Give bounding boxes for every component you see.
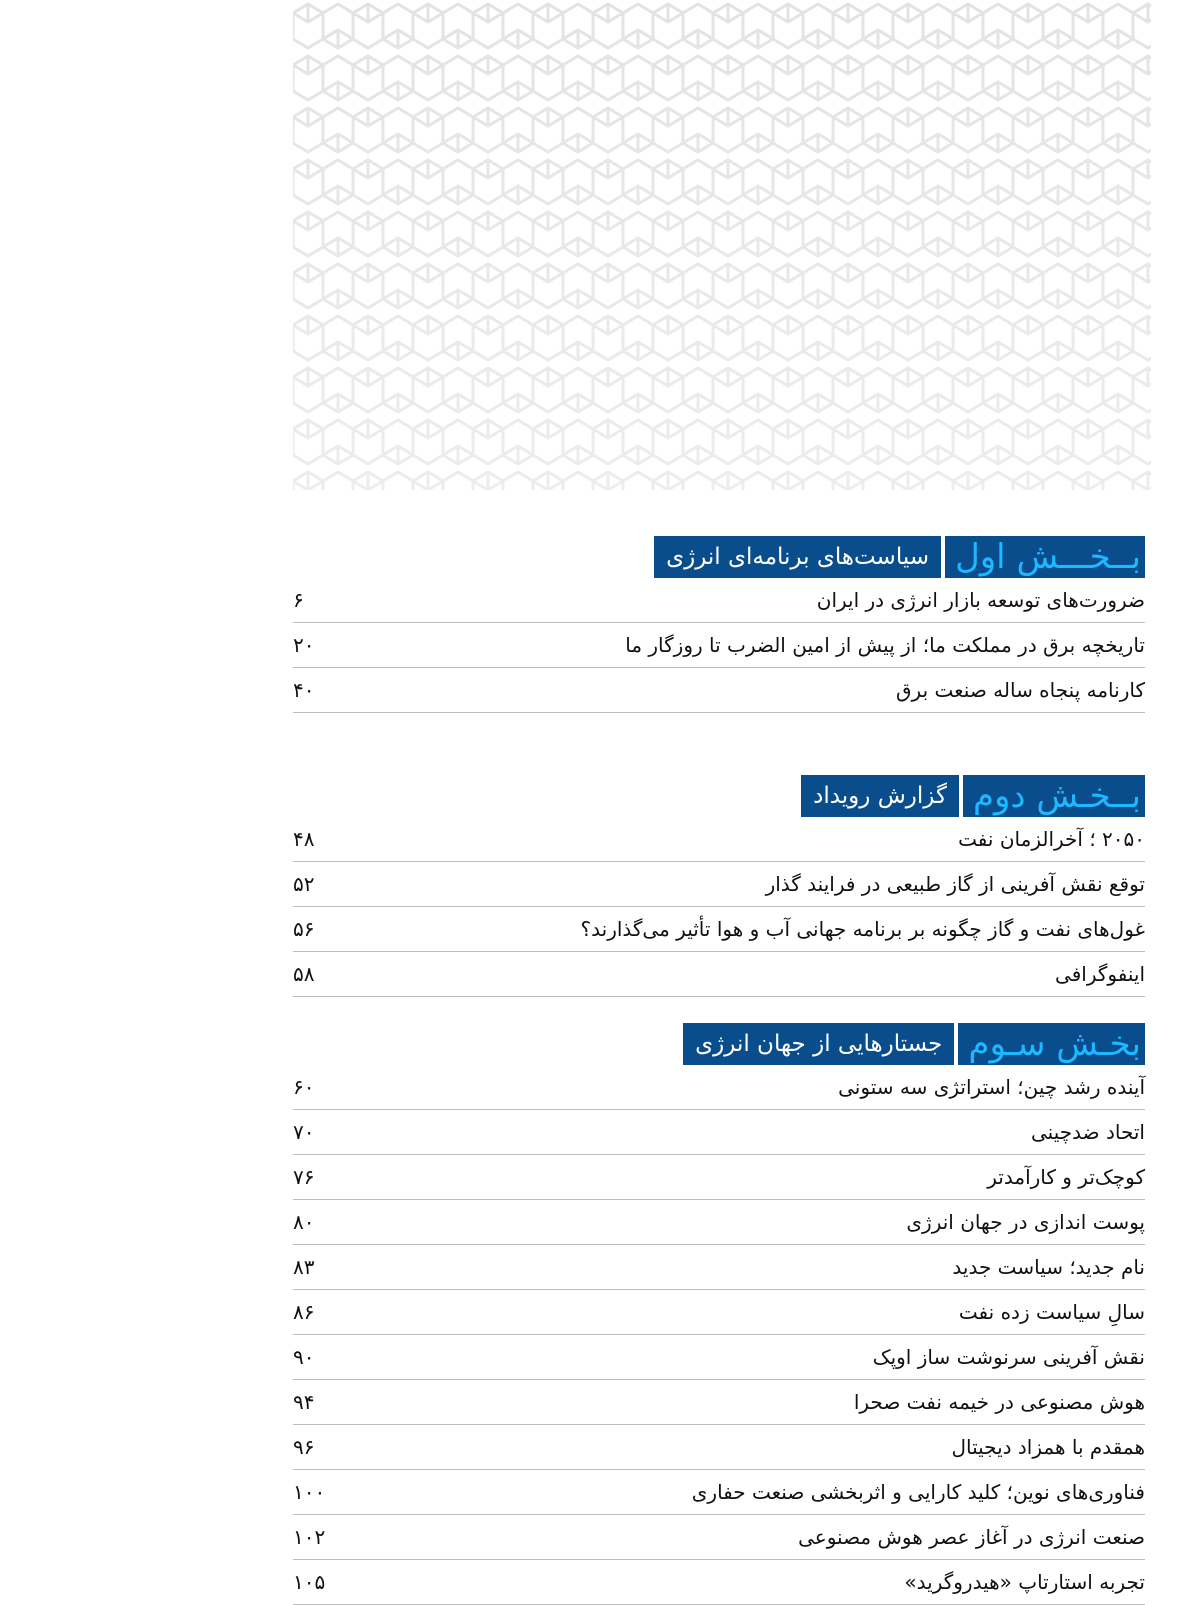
toc-section-3: [293, 1023, 1145, 1605]
section-subtitle: جستارهایی از جهان انرژی: [683, 1023, 954, 1065]
section-title: بــخـــش اول: [945, 536, 1145, 578]
toc-entry-page: ۸۰: [293, 1210, 315, 1234]
toc-entry-title: نقش آفرینی سرنوشت ساز اوپک: [872, 1345, 1145, 1369]
section-subtitle: گزارش رویداد: [801, 775, 959, 817]
toc-entry-page: ۴۸: [293, 827, 315, 851]
toc-entry-title: غول‌های نفت و گاز چگونه بر برنامه جهانی آب و هوا تأثیر می‌گذارند؟: [580, 917, 1145, 941]
toc-entry-page: ۹۶: [293, 1435, 315, 1459]
toc-entry-title: فناوری‌های نوین؛ کلید کارایی و اثربخشی صنعت حفاری: [691, 1480, 1145, 1504]
toc-entry[interactable]: [293, 1245, 1145, 1290]
toc-entry-page: ۶۰: [293, 1075, 315, 1099]
toc-entry-title: نام جدید؛ سیاست جدید: [952, 1255, 1145, 1279]
toc-entry[interactable]: [293, 623, 1145, 668]
toc-entry-title: اتحاد ضدچینی: [1031, 1120, 1145, 1144]
section-title: بــخـش دوم: [963, 775, 1145, 817]
toc-entry-page: ۴۰: [293, 678, 315, 702]
toc-entry-page: ۵۶: [293, 917, 315, 941]
toc-entry-page: ۱۰۰: [293, 1480, 326, 1504]
toc-entry[interactable]: [293, 1290, 1145, 1335]
toc-entry-page: ۹۰: [293, 1345, 315, 1369]
toc-entry[interactable]: [293, 1200, 1145, 1245]
toc-entry[interactable]: [293, 1380, 1145, 1425]
toc-entry-title: کوچک‌تر و کارآمدتر: [987, 1165, 1145, 1189]
toc-entry[interactable]: [293, 1110, 1145, 1155]
toc-entry[interactable]: [293, 1515, 1145, 1560]
section-title: بخـش سـوم: [958, 1023, 1145, 1065]
toc-entry-page: ۱۰۲: [293, 1525, 326, 1549]
toc-entry-page: ۵۲: [293, 872, 315, 896]
toc-entry-page: ۲۰: [293, 633, 315, 657]
section-header: [293, 536, 1145, 578]
decorative-pattern: [293, 0, 1151, 490]
toc-entry-page: ۹۴: [293, 1390, 315, 1414]
toc-entry-page: ۷۶: [293, 1165, 315, 1189]
toc-entry[interactable]: [293, 862, 1145, 907]
toc-entry-title: ضرورت‌های توسعه بازار انرژی در ایران: [816, 588, 1145, 612]
toc-entry-page: ۸۶: [293, 1300, 315, 1324]
toc-entry-title: کارنامه پنجاه ساله صنعت برق: [896, 678, 1145, 702]
toc-entry-title: ۲۰۵۰ ؛ آخرالزمان نفت: [958, 827, 1145, 851]
toc-entry[interactable]: [293, 1155, 1145, 1200]
toc-entry-page: ۱۰۵: [293, 1570, 326, 1594]
toc-entry-title: پوست اندازی در جهان انرژی: [906, 1210, 1145, 1234]
toc-entry-title: صنعت انرژی در آغاز عصر هوش مصنوعی: [798, 1525, 1145, 1549]
toc-entry[interactable]: [293, 1425, 1145, 1470]
toc-entry[interactable]: [293, 907, 1145, 952]
toc-entry-title: همقدم با همزاد دیجیتال: [951, 1435, 1145, 1459]
toc-entry[interactable]: [293, 1065, 1145, 1110]
toc-entry-page: ۶: [293, 588, 304, 612]
toc-entry-page: ۷۰: [293, 1120, 315, 1144]
toc-entry[interactable]: [293, 1470, 1145, 1515]
toc-entry-page: ۵۸: [293, 962, 315, 986]
toc-entry-title: تجربه استارتاپ «هیدروگرید»: [904, 1570, 1145, 1594]
section-subtitle: سیاست‌های برنامه‌ای انرژی: [654, 536, 941, 578]
toc-entry-title: اینفوگرافی: [1055, 962, 1145, 986]
toc-entry-title: تاریخچه برق در مملکت ما؛ از پیش از امین الضرب تا روزگار ما: [625, 633, 1145, 657]
toc-entry[interactable]: [293, 817, 1145, 862]
toc-entry-title: هوش مصنوعی در خیمه نفت صحرا: [853, 1390, 1145, 1414]
section-header: [293, 1023, 1145, 1065]
toc-section-1: [293, 536, 1145, 713]
toc-entry-title: آینده رشد چین؛ استراتژی سه ستونی: [838, 1075, 1145, 1099]
toc-entry[interactable]: [293, 952, 1145, 997]
toc-entry[interactable]: [293, 1560, 1145, 1605]
toc-entry[interactable]: [293, 668, 1145, 713]
toc-entry-title: سالِ سیاست زده نفت: [958, 1300, 1145, 1324]
toc-entry[interactable]: [293, 578, 1145, 623]
toc-entry-title: توقع نقش آفرینی از گاز طبیعی در فرایند گذار: [765, 872, 1145, 896]
section-header: [293, 775, 1145, 817]
toc-section-2: [293, 775, 1145, 997]
toc-entry[interactable]: [293, 1335, 1145, 1380]
toc-entry-page: ۸۳: [293, 1255, 315, 1279]
